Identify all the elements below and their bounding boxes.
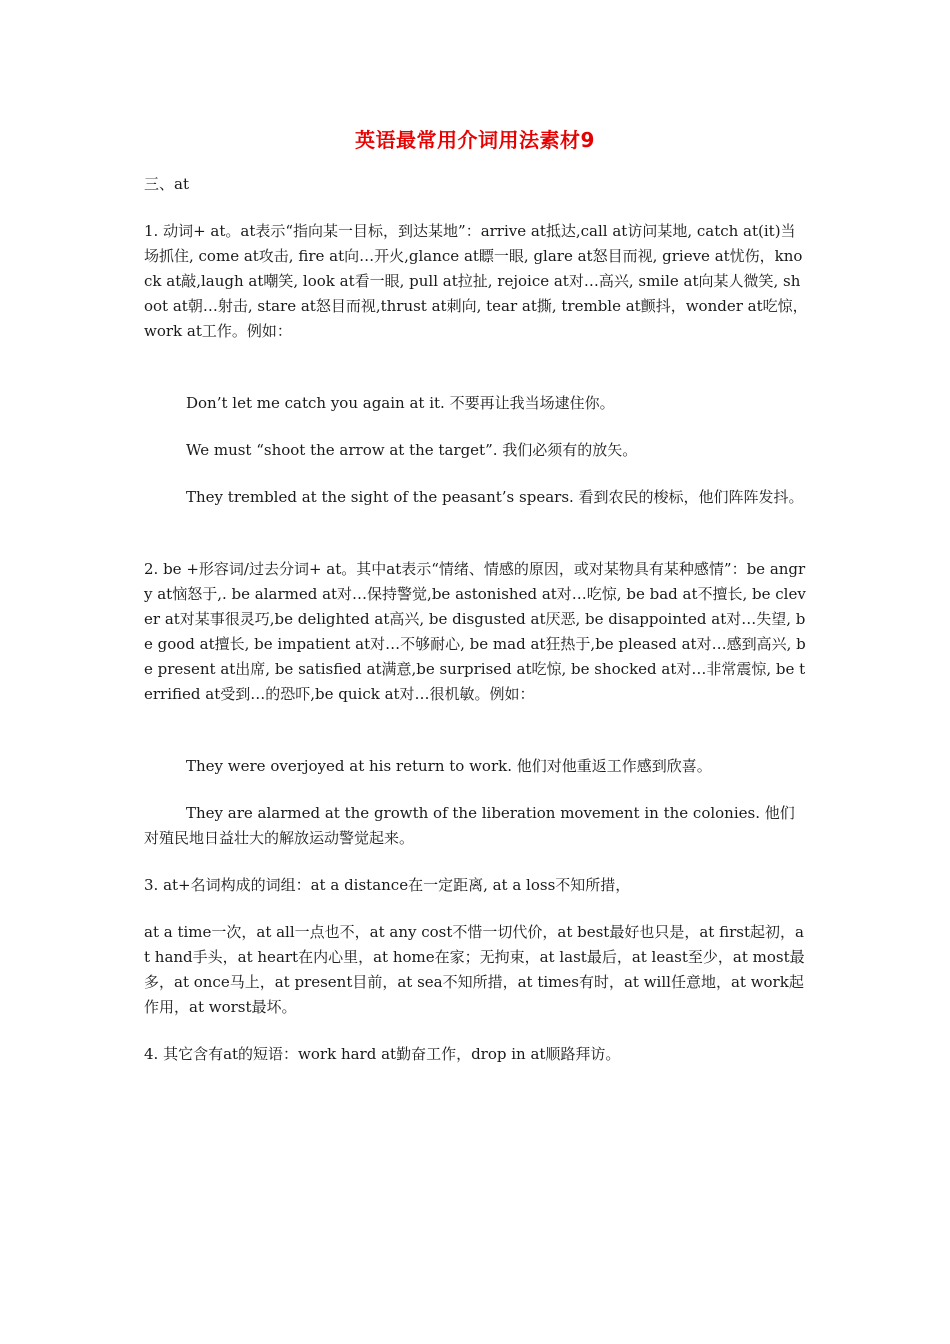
example-4: They were overjoyed at his return to work. 他们对他重返工作感到欣喜。	[186, 757, 712, 775]
paragraph-3: 3. at+名词构成的词组：at a distance在一定距离, at a loss不知所措，	[144, 876, 631, 894]
example-5: They are alarmed at the growth of the liberation movement in the colonies. 他们对殖民地日益壮大的解放运动警觉起来。	[144, 804, 795, 847]
document-title: 英语最常用介词用法素材9	[355, 128, 595, 152]
paragraph-1: 1. 动词+ at。at表示“指向某一目标，到达某地”：arrive at抵达,call at访问某地, catch at(it)当场抓住, come at攻击, fire at向…开火,glance at瞟一眼, glare at怒目而视, grieve at忧伤，knock at敲,laugh at嘲笑, look at看一眼, pull at拉扯, rejoice at对…高兴, smile at向某人微笑, shoot at朝…射击, stare at怒目而视,thrust at刺向, tear at撕, tremble at颤抖，wonder at吃惊，work at工作。例如：	[144, 222, 808, 340]
paragraph-3-continued: at a time一次，at all一点也不，at any cost不惜一切代价，at best最好也只是，at first起初，at hand手头，at heart在内心里，at home在家；无拘束，at last最后，at least至少，at most最多，at once马上，at present目前，at sea不知所措，at times有时，at will任意地，at work起作用，at worst最坏。	[144, 923, 805, 1016]
section-heading: 三、at	[144, 175, 189, 193]
example-2: We must “shoot the arrow at the target”. 我们必须有的放矢。	[186, 441, 638, 459]
paragraph-4: 4. 其它含有at的短语：work hard at勤奋工作，drop in at顺路拜访。	[144, 1045, 621, 1063]
example-3: They trembled at the sight of the peasant’s spears. 看到农民的梭标，他们阵阵发抖。	[186, 488, 804, 506]
example-1: Don’t let me catch you again at it. 不要再让我当场逮住你。	[186, 394, 615, 412]
paragraph-2: 2. be +形容词/过去分词+ at。其中at表示“情绪、情感的原因，或对某物具有某种感情”：be angry at恼怒于,. be alarmed at对…保持警觉,be astonished at对…吃惊, be bad at不擅长, be clever at对某事很灵巧,be delighted at高兴, be disgusted at厌恶, be disappointed at对…失望, be good at擅长, be impatient at对…不够耐心, be mad at狂热于,be pleased at对…感到高兴, be present at出席, be satisfied at满意,be surprised at吃惊, be shocked at对…非常震惊, be terrified at受到…的恐吓,be quick at对…很机敏。例如：	[144, 560, 806, 703]
